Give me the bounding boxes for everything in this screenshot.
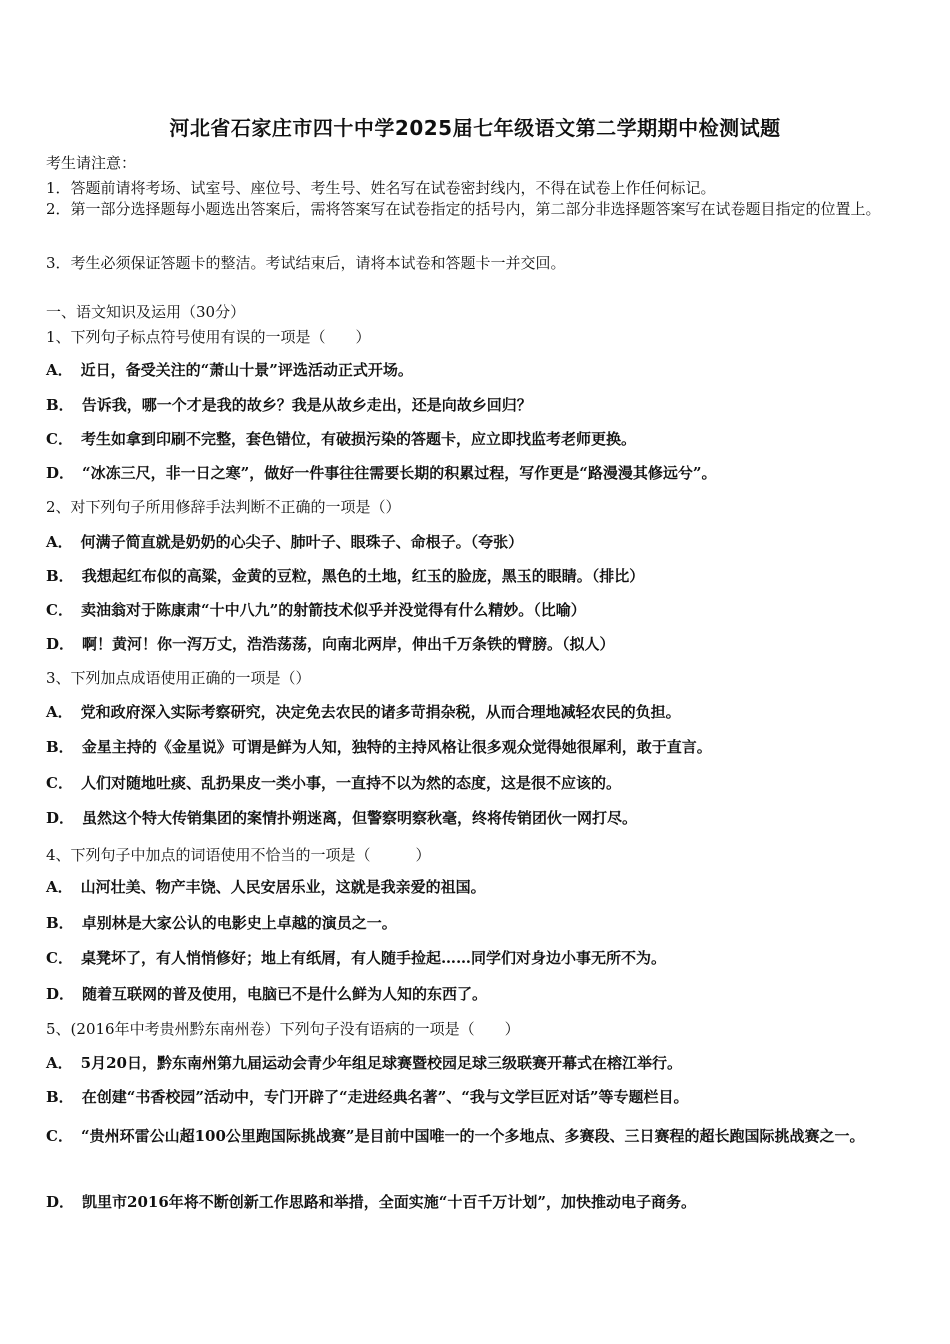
option-label: B． [46, 567, 74, 585]
option-label: D． [46, 809, 75, 827]
question-5-option-b [46, 1086, 688, 1107]
option-text: 啊！黄河！你一泻万丈，浩浩荡荡，向南北两岸，伸出千万条铁的臂膀。（拟人） [82, 635, 615, 653]
option-text: 人们对随地吐痰、乱扔果皮一类小事，一直持不以为然的态度，这是很不应该的。 [80, 774, 621, 792]
option-label: B． [46, 1088, 74, 1106]
question-3-option-d [46, 807, 637, 828]
option-text: 告诉我，哪一个才是我的故乡？我是从故乡走出，还是向故乡回归？ [81, 396, 532, 414]
option-label: A． [46, 533, 73, 551]
option-text: 山河壮美、物产丰饶、人民安居乐业，这就是我亲爱的祖国。 [80, 878, 486, 896]
notice-item-2: 2．第一部分选择题每小题选出答案后，需将答案写在试卷指定的括号内，第二部分非选择题答案写在试卷题目指定的位置上。 [46, 200, 881, 218]
option-label: D． [46, 985, 75, 1003]
question-1-option-b [46, 394, 532, 415]
option-text: 考生如拿到印刷不完整，套色错位，有破损污染的答题卡，应立即找监考老师更换。 [80, 430, 636, 448]
option-label: A． [46, 878, 73, 896]
question-5-option-c [46, 1118, 906, 1154]
option-text: 金星主持的《金星说》可谓是鲜为人知，独特的主持风格让很多观众觉得她很犀利，敢于直言。 [81, 738, 712, 756]
option-label: C． [46, 601, 73, 619]
option-label: D． [46, 635, 75, 653]
question-3-option-b [46, 736, 712, 757]
question-1-option-c [46, 428, 636, 449]
option-label: D． [46, 1193, 75, 1211]
question-1-stem: 1、下列句子标点符号使用有误的一项是（ ） [46, 328, 371, 346]
question-5-stem: 5、(2016年中考贵州黔东南州卷）下列句子没有语病的一项是（ ） [46, 1020, 520, 1038]
question-1-option-d [46, 462, 717, 483]
question-4-stem: 4、下列句子中加点的词语使用不恰当的一项是（ ） [46, 846, 431, 864]
option-text: 桌凳坏了，有人悄悄修好；地上有纸屑，有人随手捡起……同学们对身边小事无所不为。 [80, 949, 666, 967]
option-label: B． [46, 914, 74, 932]
option-text: 卓别林是大家公认的电影史上卓越的演员之一。 [81, 914, 397, 932]
question-5-option-d [46, 1191, 696, 1212]
option-label: D． [46, 464, 75, 482]
option-text: 凯里市2016年将不断创新工作思路和举措，全面实施“十百千万计划”，加快推动电子商务。 [82, 1193, 697, 1211]
page-title: 河北省石家庄市四十中学2025届七年级语文第二学期期中检测试题 [169, 116, 781, 140]
notice-heading: 考生请注意： [46, 154, 137, 172]
option-text: 卖油翁对于陈康肃“十中八九”的射箭技术似乎并没觉得有什么精妙。（比喻） [80, 601, 586, 619]
question-2-option-a [46, 531, 523, 552]
option-label: C． [46, 949, 73, 967]
option-label: A． [46, 703, 73, 721]
option-text: 近日，备受关注的“萧山十景”评选活动正式开场。 [80, 361, 413, 379]
notice-item-3: 3．考生必须保证答题卡的整洁。考试结束后，请将本试卷和答题卡一并交回。 [46, 254, 566, 272]
option-label: A． [46, 1054, 73, 1072]
option-text: 党和政府深入实际考察研究，决定免去农民的诸多苛捐杂税，从而合理地减轻农民的负担。 [80, 703, 681, 721]
option-label: B． [46, 396, 74, 414]
option-text: 在创建“书香校园”活动中，专门开辟了“走进经典名著”、“我与文学巨匠对话”等专题栏目。 [81, 1088, 689, 1106]
option-text: 5月20日，黔东南州第九届运动会青少年组足球赛暨校园足球三级联赛开幕式在榕江举行。 [80, 1054, 682, 1072]
option-text: 我想起红布似的高粱，金黄的豆粒，黑色的土地，红玉的脸庞，黑玉的眼睛。（排比） [81, 567, 645, 585]
option-text: 随着互联网的普及使用，电脑已不是什么鲜为人知的东西了。 [82, 985, 488, 1003]
option-label: B． [46, 738, 74, 756]
option-text: “冰冻三尺，非一日之寒”，做好一件事往往需要长期的积累过程，写作更是“路漫漫其修远兮”。 [82, 464, 717, 482]
option-text: “贵州环雷公山超100公里跑国际挑战赛”是目前中国唯一的一个多地点、多赛段、三日赛程的超长跑国际挑战赛之一。 [80, 1127, 865, 1145]
question-3-stem: 3、下列加点成语使用正确的一项是（） [46, 669, 311, 687]
option-label: C． [46, 1127, 73, 1145]
question-2-option-c [46, 599, 586, 620]
question-4-option-c [46, 947, 666, 968]
question-4-option-b [46, 912, 397, 933]
question-2-option-d [46, 633, 615, 654]
question-1-option-a [46, 359, 413, 380]
option-text: 虽然这个特大传销集团的案情扑朔迷离，但警察明察秋毫，终将传销团伙一网打尽。 [82, 809, 638, 827]
question-2-option-b [46, 565, 644, 586]
section-heading: 一、语文知识及运用（30分） [46, 303, 246, 321]
question-4-option-d [46, 983, 487, 1004]
notice-item-1: 1．答题前请将考场、试室号、座位号、考生号、姓名写在试卷密封线内，不得在试卷上作任何标记。 [46, 179, 716, 197]
question-2-stem: 2、对下列句子所用修辞手法判断不正确的一项是（） [46, 498, 401, 516]
option-label: C． [46, 430, 73, 448]
question-3-option-c [46, 772, 621, 793]
option-label: A． [46, 361, 73, 379]
option-label: C． [46, 774, 73, 792]
question-5-option-a [46, 1052, 682, 1073]
question-4-option-a [46, 876, 486, 897]
question-3-option-a [46, 701, 681, 722]
option-text: 何满子简直就是奶奶的心尖子、肺叶子、眼珠子、命根子。（夸张） [80, 533, 524, 551]
